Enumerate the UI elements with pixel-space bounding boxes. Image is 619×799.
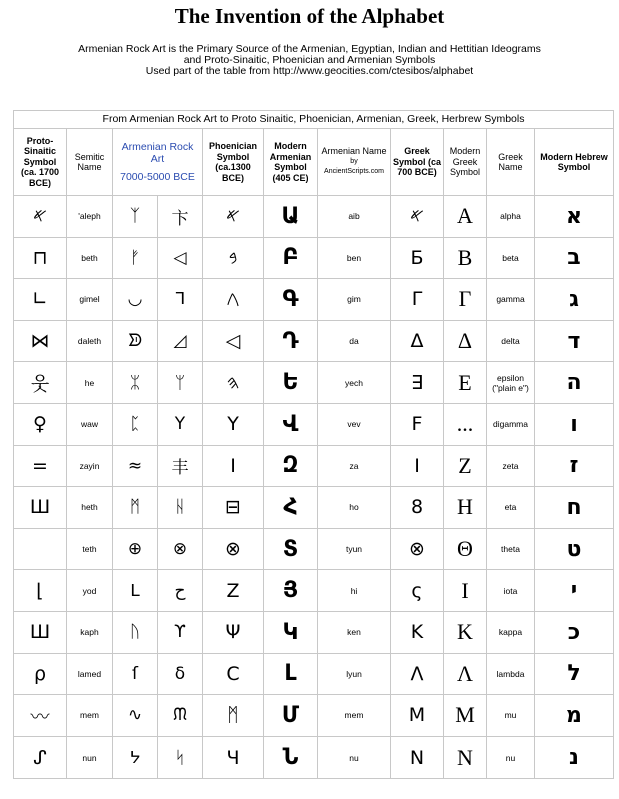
armenian-name: ken — [318, 612, 391, 653]
modern-hebrew-symbol: נ — [569, 745, 579, 771]
greek-name: beta — [487, 238, 535, 279]
greek-name: mu — [487, 695, 535, 736]
header-armenian-name-label: Armenian Name — [321, 146, 387, 157]
rock-art-symbol-1: ∿ — [113, 695, 158, 736]
greek-symbol: Γ — [391, 279, 444, 320]
header-rock-art-date: 7000-5000 BCE — [120, 171, 195, 183]
rock-art-cell — [113, 612, 203, 653]
greek-symbol: Б — [391, 238, 444, 279]
semitic-name: waw — [67, 404, 113, 445]
armenian-name: mem — [318, 695, 391, 736]
greek-name: iota — [487, 570, 535, 611]
rock-art-symbol-2: ᚺ — [174, 497, 186, 518]
proto-sinaitic-symbol: 〰 — [14, 695, 67, 736]
modern-greek-symbol: A — [444, 196, 487, 237]
rock-art-cell — [113, 654, 203, 695]
semitic-name: daleth — [67, 321, 113, 362]
rock-art-symbol-1: ⊕ — [113, 529, 158, 570]
proto-sinaitic-symbol: ρ — [14, 654, 67, 695]
rock-art-symbol-2: 卞 — [171, 208, 189, 229]
phoenician-symbol: Z — [203, 570, 264, 611]
header-modern-armenian: Modern Armenian Symbol (405 CE) — [264, 129, 318, 195]
greek-name: epsilon ("plain e") — [487, 362, 535, 403]
table-body — [14, 196, 613, 778]
subtitle-line-2: and Proto-Sinaitic, Phoenician and Armenian Symbols — [183, 54, 436, 66]
header-armenian-name-source: AncientScripts.com — [324, 168, 384, 176]
phoenician-symbol: ⊟ — [203, 487, 264, 528]
semitic-name: kaph — [67, 612, 113, 653]
modern-greek-symbol: Γ — [444, 279, 487, 320]
modern-hebrew-symbol: ד — [567, 328, 581, 354]
phoenician-symbol: 𐤀 — [203, 196, 264, 237]
rock-art-cell — [113, 570, 203, 611]
rock-art-cell — [113, 404, 203, 445]
semitic-name: yod — [67, 570, 113, 611]
rock-art-symbol-1: ᚠ — [113, 238, 158, 279]
rock-art-symbol-1: ᛯ — [113, 362, 158, 403]
table-row — [14, 695, 613, 737]
greek-symbol: ∃ — [391, 362, 444, 403]
modern-hebrew-symbol: ט — [566, 536, 582, 562]
rock-art-symbol-2: ᙏ — [172, 705, 188, 726]
semitic-name: heth — [67, 487, 113, 528]
phoenician-symbol: ⊗ — [203, 529, 264, 570]
armenian-name: yech — [318, 362, 391, 403]
rock-art-symbol-2: δ — [174, 663, 186, 684]
modern-hebrew-symbol: ל — [567, 661, 581, 687]
modern-greek-symbol: K — [444, 612, 487, 653]
header-armenian-name-by: by — [350, 157, 358, 165]
greek-name: nu — [487, 737, 535, 779]
greek-name: kappa — [487, 612, 535, 653]
greek-symbol: M — [391, 695, 444, 736]
rock-art-symbol-2: 丰 — [171, 458, 189, 479]
phoenician-symbol: I — [203, 446, 264, 487]
table-row — [14, 654, 613, 696]
header-greek-symbol: Greek Symbol (ca 700 BCE) — [391, 129, 444, 195]
armenian-name: nu — [318, 737, 391, 779]
alphabet-table — [13, 110, 614, 779]
semitic-name: 'aleph — [67, 196, 113, 237]
table-row — [14, 404, 613, 446]
subtitle-line-1: Armenian Rock Art is the Primary Source of the Armenian, Egyptian, Indian and Hettitian Ideograms — [78, 43, 541, 55]
header-armenian-name — [318, 129, 391, 195]
table-row — [14, 321, 613, 363]
armenian-name: lyun — [318, 654, 391, 695]
modern-armenian-symbol: Զ — [264, 446, 318, 487]
modern-hebrew-symbol: ח — [566, 494, 582, 520]
armenian-name: ho — [318, 487, 391, 528]
proto-sinaitic-symbol: ♀ — [14, 404, 67, 445]
rock-art-cell — [113, 737, 203, 779]
proto-sinaitic-symbol: Ш — [14, 487, 67, 528]
armenian-name: aib — [318, 196, 391, 237]
greek-symbol: K — [391, 612, 444, 653]
modern-hebrew-symbol: מ — [566, 702, 582, 728]
header-modern-greek: Modern Greek Symbol — [444, 129, 487, 195]
rock-art-cell — [113, 695, 203, 736]
greek-name: theta — [487, 529, 535, 570]
header-semitic-name: Semitic Name — [67, 129, 113, 195]
rock-art-symbol-1: ᛈ — [113, 404, 158, 445]
phoenician-symbol: Y — [203, 404, 264, 445]
modern-greek-symbol: Θ — [444, 529, 487, 570]
modern-armenian-symbol: Ե — [264, 362, 318, 403]
header-rock-art-title: Armenian Rock Art — [121, 141, 194, 165]
greek-symbol: I — [391, 446, 444, 487]
rock-art-symbol-2: ◁ — [173, 247, 187, 268]
semitic-name: teth — [67, 529, 113, 570]
phoenician-symbol: C — [203, 654, 264, 695]
semitic-name: nun — [67, 737, 113, 779]
table-row — [14, 737, 613, 779]
greek-name: alpha — [487, 196, 535, 237]
rock-art-symbol-2: ⊗ — [172, 539, 188, 560]
greek-symbol: N — [391, 737, 444, 779]
modern-armenian-symbol: Հ — [264, 487, 318, 528]
table-row — [14, 570, 613, 612]
greek-symbol: ⊗ — [391, 529, 444, 570]
header-modern-hebrew: Modern Hebrew Symbol — [540, 151, 608, 172]
modern-greek-symbol: I — [444, 570, 487, 611]
greek-name: lambda — [487, 654, 535, 695]
table-row — [14, 529, 613, 571]
armenian-name: da — [318, 321, 391, 362]
rock-art-symbol-2: ◿ — [173, 331, 187, 352]
modern-armenian-symbol: Դ — [264, 321, 318, 362]
subtitle-line-3: Used part of the table from http://www.geocities.com/ctesibos/alphabet — [145, 65, 474, 77]
table-row — [14, 196, 613, 238]
greek-symbol: 8 — [391, 487, 444, 528]
proto-sinaitic-symbol: ᔑ — [14, 737, 67, 779]
armenian-name: ben — [318, 238, 391, 279]
table-row — [14, 238, 613, 280]
armenian-name: hi — [318, 570, 391, 611]
semitic-name: he — [67, 362, 113, 403]
greek-symbol: Δ — [391, 321, 444, 362]
rock-art-cell — [113, 529, 203, 570]
rock-art-symbol-2: ϒ — [174, 622, 186, 643]
rock-art-cell — [113, 279, 203, 320]
modern-greek-symbol: Z — [444, 446, 487, 487]
modern-hebrew-symbol: י — [570, 578, 578, 604]
modern-hebrew-symbol: א — [565, 203, 583, 229]
modern-greek-symbol: B — [444, 238, 487, 279]
phoenician-symbol: ᛗ — [203, 695, 264, 736]
modern-greek-symbol: N — [444, 737, 487, 779]
rock-art-symbol-1: ᔭ — [113, 737, 158, 779]
rock-art-cell — [113, 196, 203, 237]
rock-art-symbol-2: Y — [174, 414, 186, 435]
phoenician-symbol: 𐤁 — [203, 238, 264, 279]
rock-art-symbol-1: ſ — [113, 654, 158, 695]
table-caption: From Armenian Rock Art to Proto Sinaitic, Phoenician, Armenian, Greek, Herbrew Symbols — [14, 111, 613, 129]
rock-art-symbol-1: ᛉ — [113, 196, 158, 237]
proto-sinaitic-symbol: ⌊ — [14, 570, 67, 611]
table-row — [14, 362, 613, 404]
header-armenian-rock-art — [113, 129, 203, 195]
semitic-name: lamed — [67, 654, 113, 695]
header-proto-sinaitic: Proto-Sinaitic Symbol (ca. 1700 BCE) — [14, 129, 67, 195]
modern-hebrew-symbol: ו — [570, 411, 578, 437]
rock-art-cell — [113, 446, 203, 487]
proto-sinaitic-symbol: ⊓ — [14, 238, 67, 279]
greek-symbol: F — [391, 404, 444, 445]
modern-hebrew-symbol: ג — [569, 286, 579, 312]
greek-name: zeta — [487, 446, 535, 487]
semitic-name: mem — [67, 695, 113, 736]
modern-armenian-symbol: Մ — [264, 695, 318, 736]
rock-art-cell — [113, 321, 203, 362]
modern-armenian-symbol: Վ — [264, 404, 318, 445]
phoenician-symbol: ◁ — [203, 321, 264, 362]
greek-name: delta — [487, 321, 535, 362]
semitic-name: beth — [67, 238, 113, 279]
table-row — [14, 446, 613, 488]
greek-symbol: 𐤀 — [391, 196, 444, 237]
modern-armenian-symbol: Գ — [264, 279, 318, 320]
rock-art-symbol-1: ≈ — [113, 446, 158, 487]
phoenician-symbol: Ψ — [203, 612, 264, 653]
modern-hebrew-symbol: ה — [566, 370, 582, 396]
armenian-name: tyun — [318, 529, 391, 570]
modern-armenian-symbol: Ա — [264, 196, 318, 237]
rock-art-symbol-1: ᗥ — [113, 321, 158, 362]
proto-sinaitic-symbol: = — [14, 446, 67, 487]
modern-armenian-symbol: Կ — [264, 612, 318, 653]
modern-armenian-symbol: Յ — [264, 570, 318, 611]
rock-art-cell — [113, 238, 203, 279]
modern-greek-symbol: Λ — [444, 654, 487, 695]
rock-art-symbol-1: ᒪ — [113, 570, 158, 611]
modern-armenian-symbol: Տ — [264, 529, 318, 570]
phoenician-symbol: 𐤂 — [203, 279, 264, 320]
greek-name: gamma — [487, 279, 535, 320]
armenian-name: za — [318, 446, 391, 487]
rock-art-symbol-2: ᛘ — [174, 372, 186, 393]
rock-art-cell — [113, 487, 203, 528]
semitic-name: gimel — [67, 279, 113, 320]
modern-armenian-symbol: Լ — [264, 654, 318, 695]
table-row — [14, 487, 613, 529]
greek-symbol: Λ — [391, 654, 444, 695]
modern-greek-symbol: ... — [444, 404, 487, 445]
greek-symbol: ς — [391, 570, 444, 611]
greek-name: eta — [487, 487, 535, 528]
modern-greek-symbol: H — [444, 487, 487, 528]
rock-art-symbol-1: ᛗ — [113, 487, 158, 528]
modern-armenian-symbol: Ն — [264, 737, 318, 779]
semitic-name: zayin — [67, 446, 113, 487]
phoenician-symbol: Ч — [203, 737, 264, 779]
proto-sinaitic-symbol: ⋈ — [14, 321, 67, 362]
proto-sinaitic-symbol: 𐤀 — [14, 196, 67, 237]
proto-sinaitic-symbol: 웃 — [14, 362, 67, 403]
modern-hebrew-symbol: ז — [569, 453, 579, 479]
greek-name: digamma — [487, 404, 535, 445]
header-greek-name: Greek Name — [487, 129, 535, 195]
rock-art-symbol-1: ◡ — [113, 279, 158, 320]
header-phoenician: Phoenician Symbol (ca.1300 BCE) — [203, 129, 264, 195]
table-row — [14, 279, 613, 321]
armenian-name: vev — [318, 404, 391, 445]
modern-greek-symbol: Δ — [444, 321, 487, 362]
modern-greek-symbol: E — [444, 362, 487, 403]
proto-sinaitic-symbol — [14, 529, 67, 570]
modern-hebrew-symbol: ב — [567, 245, 581, 271]
rock-art-symbol-1: ᚢ — [113, 612, 158, 653]
rock-art-symbol-2: ᒣ — [174, 289, 186, 310]
rock-art-symbol-2: ح — [174, 580, 186, 601]
proto-sinaitic-symbol: ∟ — [14, 279, 67, 320]
rock-art-cell — [113, 362, 203, 403]
modern-hebrew-symbol: כ — [567, 619, 581, 645]
table-row — [14, 612, 613, 654]
armenian-name: gim — [318, 279, 391, 320]
modern-armenian-symbol: Բ — [264, 238, 318, 279]
rock-art-symbol-2: ᛋ — [174, 747, 186, 768]
phoenician-symbol: 𐤄 — [203, 362, 264, 403]
table-header-row — [14, 129, 613, 196]
modern-greek-symbol: M — [444, 695, 487, 736]
page-title: The Invention of the Alphabet — [174, 4, 445, 28]
proto-sinaitic-symbol: Ш — [14, 612, 67, 653]
